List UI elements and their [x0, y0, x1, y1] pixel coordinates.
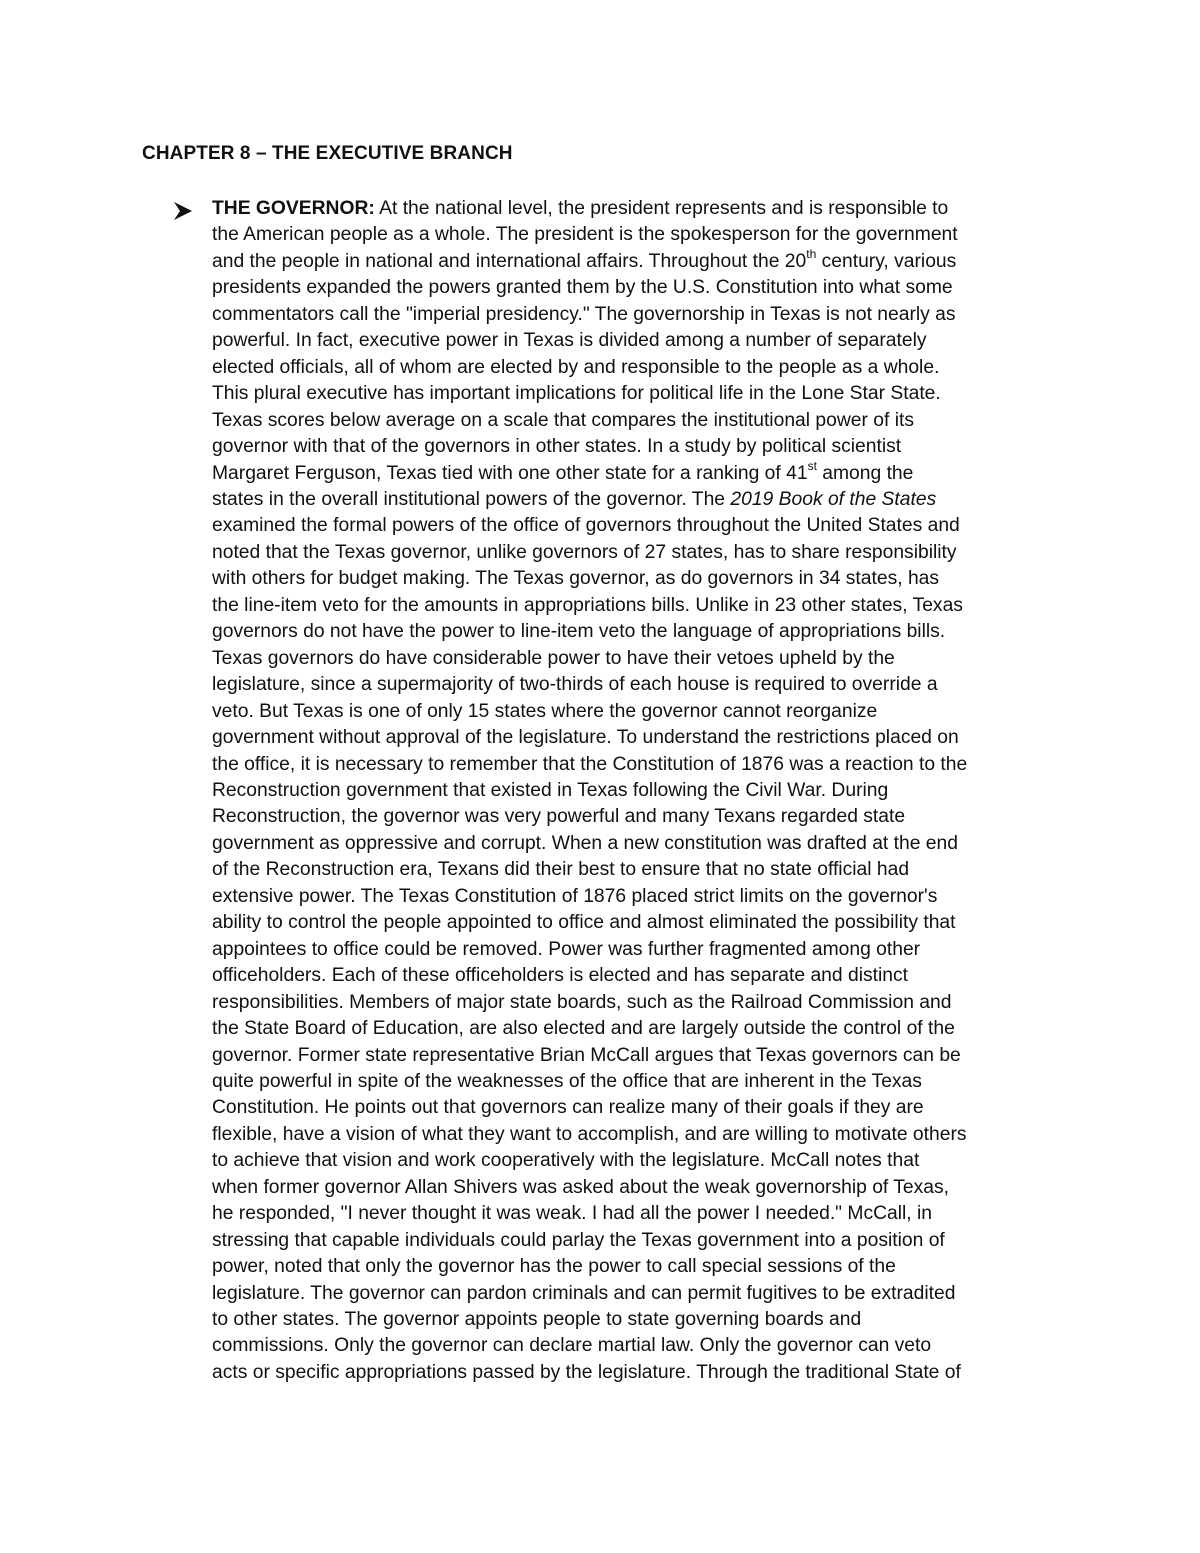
- paragraph-line: the American people as a whole. The president is the spokesperson for the government: [212, 224, 958, 246]
- paragraph-line: legislature, since a supermajority of two-thirds of each house is required to override a: [212, 674, 938, 696]
- line-text: century, various: [816, 250, 957, 272]
- paragraph-line: the line-item veto for the amounts in appropriations bills. Unlike in 23 other states, Texas: [212, 594, 963, 616]
- line-text: among the: [816, 462, 914, 484]
- line-text: At the national level, the president represents and is responsible to: [374, 198, 949, 219]
- paragraph-line: elected officials, all of whom are elected by and responsible to the people as a whole.: [212, 356, 940, 378]
- paragraph-line: the office, it is necessary to remember that the Constitution of 1876 was a reaction to the: [212, 753, 968, 775]
- book-title: 2019 Book of the States: [730, 488, 937, 510]
- paragraph-line: [212, 249, 1082, 275]
- paragraph-line: Texas scores below average on a scale that compares the institutional power of its: [212, 409, 914, 431]
- paragraph-line: the State Board of Education, are also elected and are largely outside the control of the: [212, 1018, 955, 1040]
- paragraph-line: [212, 196, 1082, 222]
- paragraph-line: governor. Former state representative Brian McCall argues that Texas governors can be: [212, 1044, 961, 1066]
- paragraph-line: commissions. Only the governor can declare martial law. Only the governor can veto: [212, 1335, 932, 1357]
- paragraph-line: acts or specific appropriations passed by the legislature. Through the traditional State of: [212, 1361, 961, 1383]
- ordinal-superscript: th: [806, 247, 817, 262]
- paragraph-line: to other states. The governor appoints people to state governing boards and: [212, 1309, 862, 1331]
- paragraph-line: stressing that capable individuals could parlay the Texas government into a position of: [212, 1229, 945, 1251]
- paragraph-line: Reconstruction government that existed in Texas following the Civil War. During: [212, 779, 889, 801]
- paragraph-line: This plural executive has important implications for political life in the Lone Star State.: [212, 383, 941, 405]
- paragraph-line: Texas governors do have considerable power to have their vetoes upheld by the: [212, 647, 895, 669]
- paragraph-line: powerful. In fact, executive power in Texas is divided among a number of separately: [212, 330, 927, 352]
- paragraph-line: power, noted that only the governor has the power to call special sessions of the: [212, 1256, 896, 1278]
- paragraph-line: with others for budget making. The Texas governor, as do governors in 34 states, has: [212, 568, 940, 590]
- paragraph-line: government as oppressive and corrupt. When a new constitution was drafted at the end: [212, 832, 958, 854]
- paragraph-line: government without approval of the legislature. To understand the restrictions placed on: [212, 727, 959, 749]
- ordinal-superscript: st: [807, 459, 817, 474]
- paragraph-line: extensive power. The Texas Constitution of 1876 placed strict limits on the governor's: [212, 885, 938, 907]
- paragraph-line: quite powerful in spite of the weaknesses of the office that are inherent in the Texas: [212, 1070, 922, 1092]
- paragraph-line: to achieve that vision and work cooperatively with the legislature. McCall notes that: [212, 1150, 920, 1172]
- governor-paragraph: [212, 196, 1082, 1386]
- paragraph-line: commentators call the "imperial presidency." The governorship in Texas is not nearly as: [212, 303, 956, 325]
- line-text: and the people in national and international affairs. Throughout the 20: [212, 250, 807, 272]
- paragraph-line: governors do not have the power to line-item veto the language of appropriations bills.: [212, 621, 946, 643]
- paragraph-line: legislature. The governor can pardon criminals and can permit fugitives to be extradited: [212, 1282, 956, 1304]
- paragraph-line: officeholders. Each of these officeholders is elected and has separate and distinct: [212, 965, 908, 987]
- paragraph-line: Constitution. He points out that governors can realize many of their goals if they are: [212, 1097, 924, 1119]
- paragraph-line: presidents expanded the powers granted them by the U.S. Constitution into what some: [212, 277, 953, 299]
- paragraph-line: examined the formal powers of the office of governors throughout the United States and: [212, 515, 960, 537]
- chapter-title: CHAPTER 8 – THE EXECUTIVE BRANCH: [142, 143, 513, 164]
- paragraph-line: veto. But Texas is one of only 15 states where the governor cannot reorganize: [212, 700, 878, 722]
- paragraph-line: Reconstruction, the governor was very powerful and many Texans regarded state: [212, 806, 906, 828]
- line-text: states in the overall institutional powers of the governor. The: [212, 488, 731, 510]
- section-lead: THE GOVERNOR:: [212, 198, 375, 219]
- paragraph-line: appointees to office could be removed. Power was further fragmented among other: [212, 938, 921, 960]
- paragraph-line: of the Reconstruction era, Texans did their best to ensure that no state official had: [212, 859, 910, 881]
- arrowhead-bullet-icon: [172, 201, 194, 221]
- paragraph-line: flexible, have a vision of what they want to accomplish, and are willing to motivate others: [212, 1123, 967, 1145]
- paragraph-line: responsibilities. Members of major state boards, such as the Railroad Commission and: [212, 991, 952, 1013]
- line-text: Margaret Ferguson, Texas tied with one other state for a ranking of 41: [212, 462, 808, 484]
- paragraph-line: governor with that of the governors in other states. In a study by political scientist: [212, 436, 902, 458]
- paragraph-line: [212, 461, 1082, 487]
- paragraph-line: ability to control the people appointed to office and almost eliminated the possibility that: [212, 912, 956, 934]
- paragraph-line: [212, 487, 1082, 513]
- paragraph-line: noted that the Texas governor, unlike governors of 27 states, has to share responsibility: [212, 541, 957, 563]
- paragraph-line: when former governor Allan Shivers was asked about the weak governorship of Texas,: [212, 1176, 950, 1198]
- paragraph-line: he responded, "I never thought it was weak. I had all the power I needed." McCall, in: [212, 1203, 933, 1225]
